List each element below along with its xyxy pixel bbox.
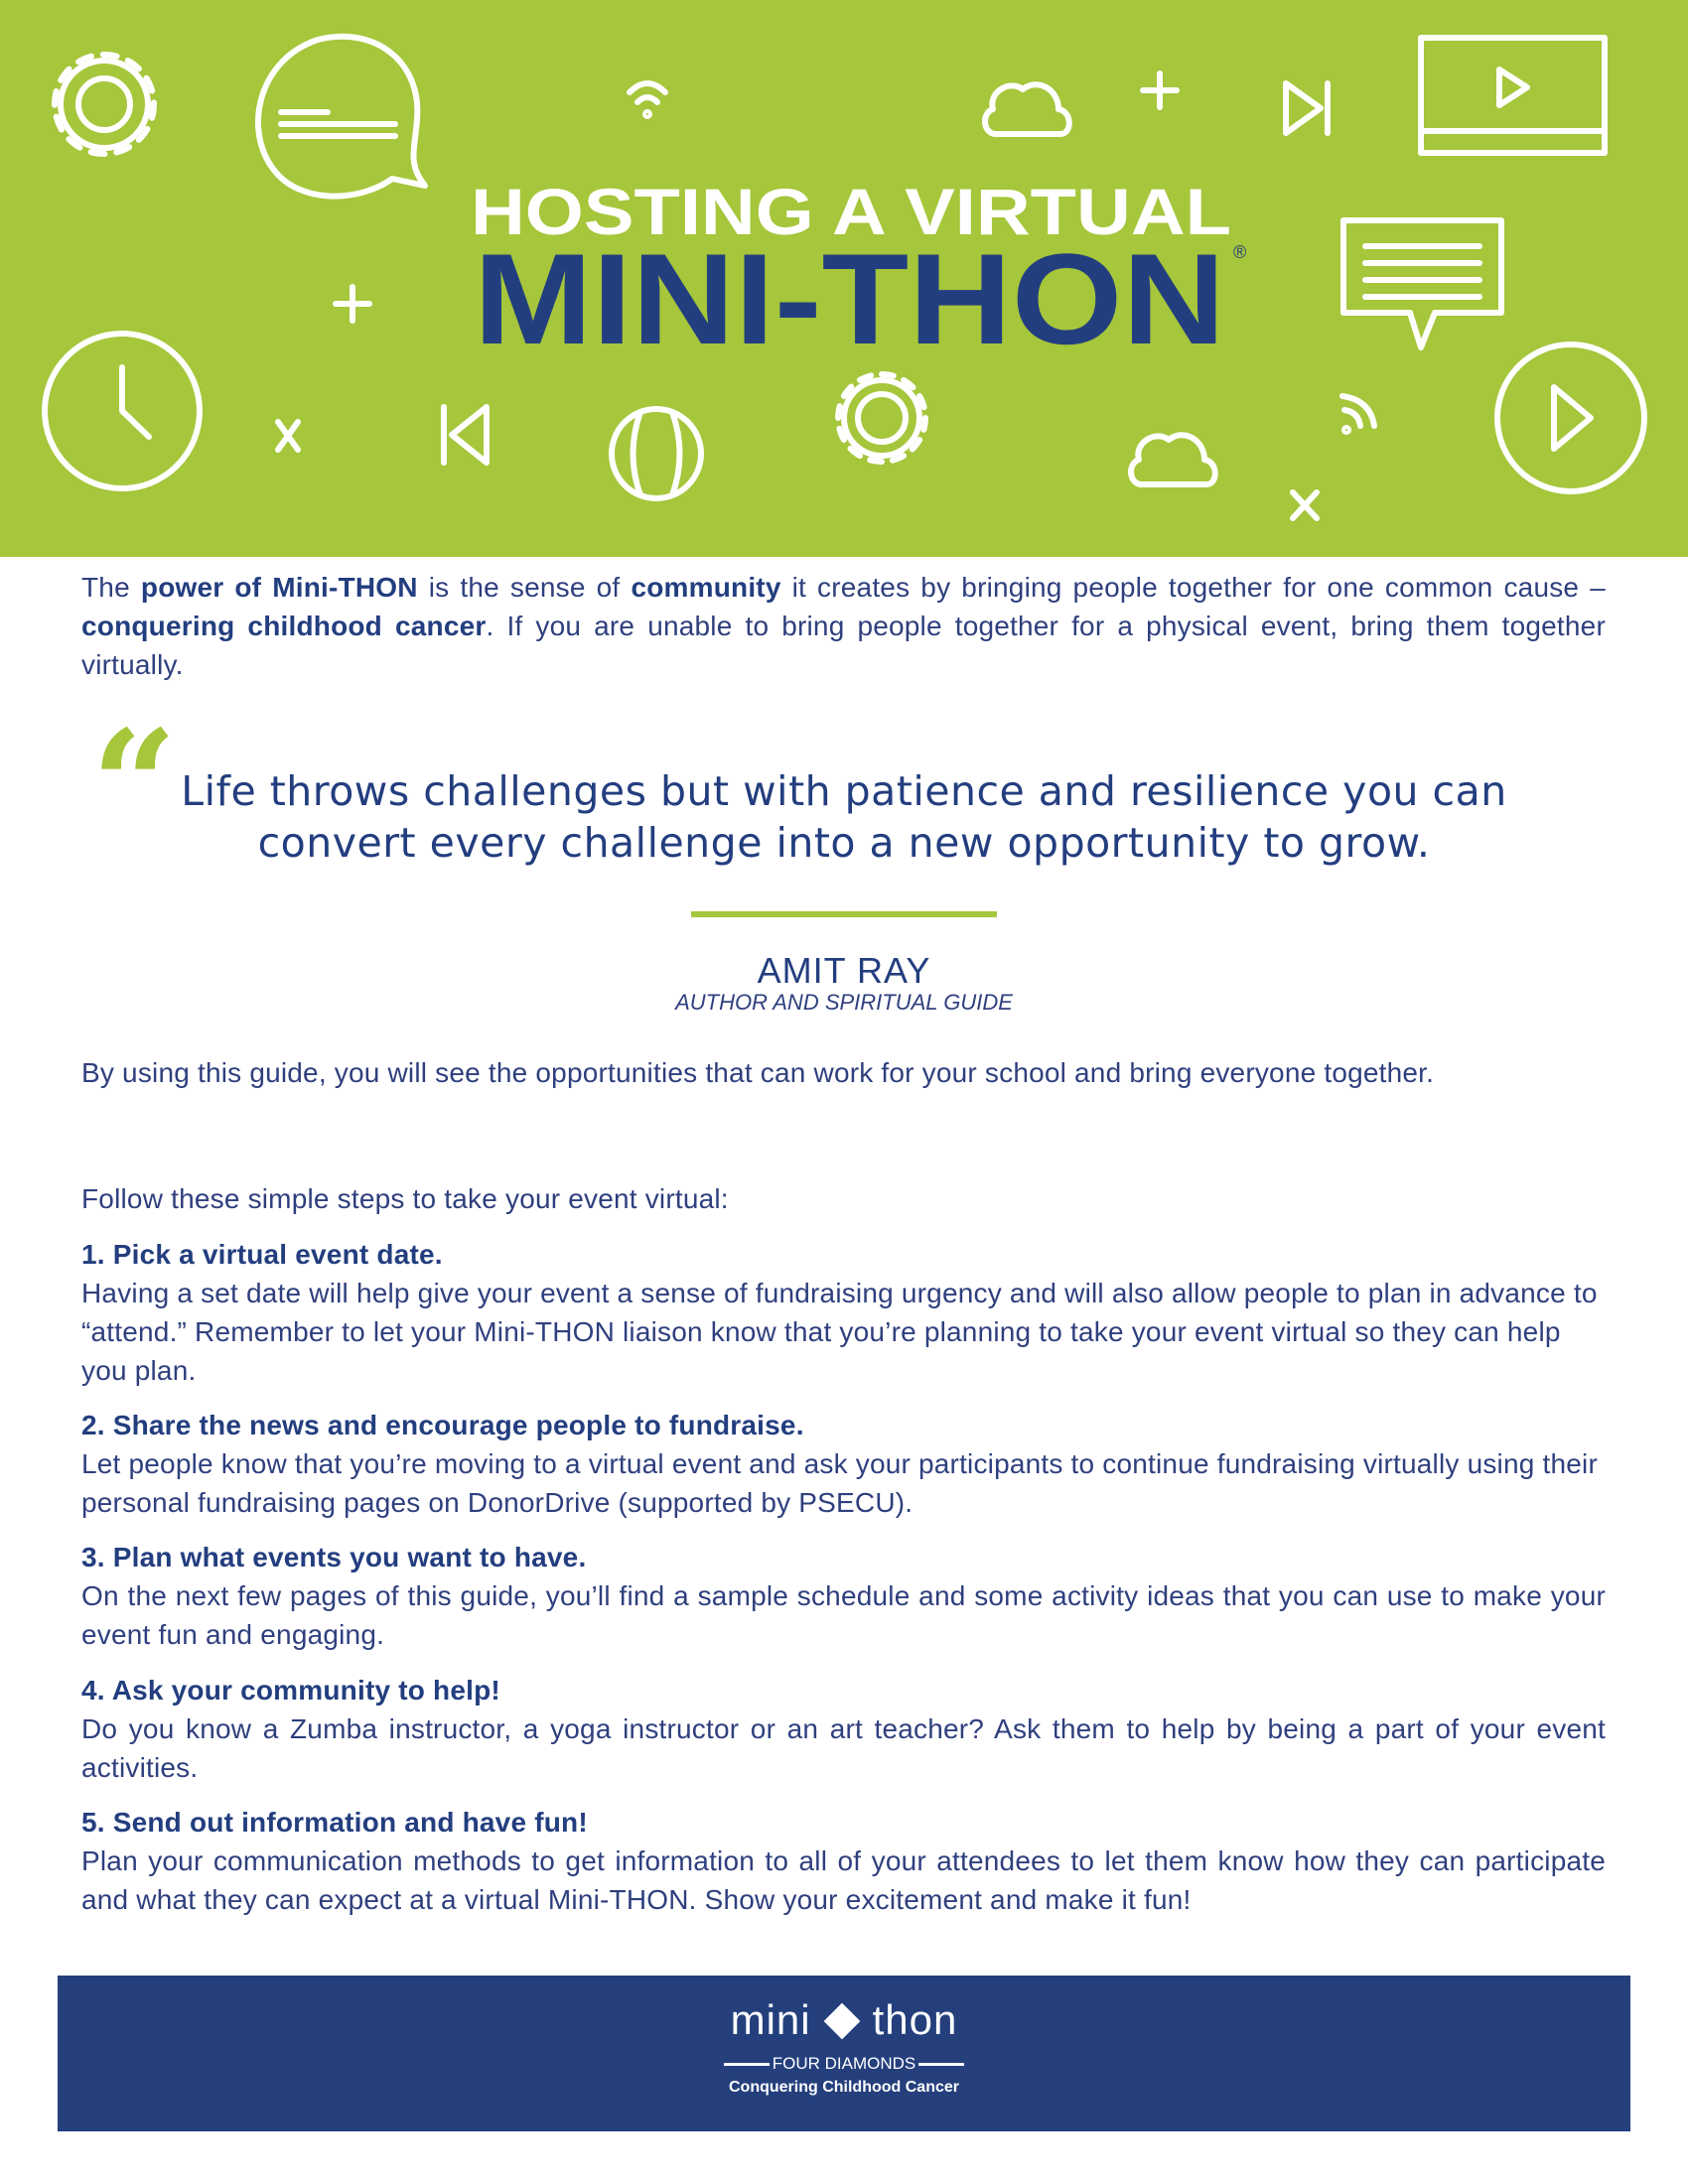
title-line-1: HOSTING A VIRTUAL	[471, 175, 1231, 248]
diamond-icon	[823, 2003, 860, 2040]
gear-icon	[838, 374, 925, 462]
step-body: Do you know a Zumba instructor, a yoga instructor or an art teacher? Ask them to help by being a part of your event activities.	[81, 1713, 1606, 1783]
close-x-icon	[1293, 492, 1317, 518]
close-x-icon	[278, 422, 298, 450]
divider	[691, 911, 997, 917]
cloud-icon	[1131, 435, 1215, 484]
footer-banner	[58, 1976, 1630, 2131]
four-diamonds-tagline	[58, 2054, 1630, 2074]
logo-text-thon: thon	[872, 1996, 958, 2043]
intro-paragraph	[81, 568, 1606, 684]
guide-paragraph: By using this guide, you will see the opportunities that can work for your school and bring everyone together.	[81, 1057, 1435, 1088]
steps-intro: Follow these simple steps to take your event virtual:	[81, 1183, 729, 1214]
quote-author: AMIT RAY	[757, 950, 931, 991]
step-body: Plan your communication methods to get information to all of your attendees to let them know how they can participate and what they can expect at a virtual Mini-THON. Show your excitement and make it fun!	[81, 1845, 1606, 1915]
footer-subtitle: Conquering Childhood Cancer	[729, 2079, 959, 2096]
play-circle-icon	[1497, 344, 1644, 491]
step-1	[81, 1235, 1606, 1390]
step-4	[81, 1671, 1606, 1787]
quote-line-1: Life throws challenges but with patience and resilience you can	[181, 767, 1507, 815]
step-5	[81, 1803, 1606, 1919]
text-segment: it creates by bringing people together for one common cause –	[780, 572, 1607, 603]
clock-icon	[45, 334, 200, 488]
plus-icon	[336, 287, 369, 321]
text-segment: is the sense of	[417, 572, 632, 603]
logo-text-mini: mini	[730, 1996, 811, 2043]
step-body: Let people know that you’re moving to a virtual event and ask your participants to continue fundraising virtually using their personal fundraising pages on DonorDrive (supported by PSECU).	[81, 1448, 1598, 1518]
cloud-icon	[985, 84, 1069, 134]
header-icons	[0, 0, 1688, 557]
step-title: 2. Share the news and encourage people to fundraise.	[81, 1410, 804, 1440]
wifi-icon	[630, 83, 665, 116]
step-title: 1. Pick a virtual event date.	[81, 1239, 443, 1270]
chat-box-icon	[1343, 220, 1501, 347]
plus-icon	[1143, 73, 1177, 107]
step-body: Having a set date will help give your event a sense of fundraising urgency and will also allow people to plan in advance to “attend.” Remember to let your Mini-THON liaison know that you’re planning to take your event virtual so they can help you plan.	[81, 1278, 1598, 1386]
wifi-icon	[1342, 396, 1374, 432]
skip-back-icon	[444, 407, 487, 463]
quote-line-2: convert every challenge into a new opportunity to grow.	[257, 819, 1431, 867]
step-title: 4. Ask your community to help!	[81, 1675, 500, 1706]
emphasis-text: community	[631, 572, 781, 603]
basketball-icon	[612, 409, 701, 498]
emphasis-text: power of Mini-THON	[140, 572, 418, 603]
title-line-2: MINI-THON	[474, 226, 1225, 371]
step-3	[81, 1538, 1606, 1654]
mini-thon-logo	[58, 1995, 1630, 2045]
gear-icon	[55, 55, 154, 154]
quote-mark-icon: “	[91, 698, 178, 873]
step-title: 3. Plan what events you want to have.	[81, 1542, 587, 1572]
registered-mark: ®	[1233, 242, 1247, 262]
emphasis-text: conquering childhood cancer	[81, 611, 487, 641]
quote	[99, 765, 1589, 869]
tagline-text: FOUR DIAMONDS	[772, 2054, 916, 2073]
step-body: On the next few pages of this guide, you’ll find a sample schedule and some activity ideas that you can use to make your event fun and engaging.	[81, 1580, 1606, 1650]
text-segment: The	[81, 572, 141, 603]
skip-forward-icon	[1286, 83, 1328, 133]
video-player-icon	[1421, 38, 1605, 153]
header-banner	[0, 0, 1688, 557]
step-title: 5. Send out information and have fun!	[81, 1807, 588, 1838]
speech-bubble-icon	[258, 37, 425, 197]
text-segment: . If you are unable to bring people together for a physical event, bring them together virtually.	[81, 611, 1606, 680]
quote-author-role: AUTHOR AND SPIRITUAL GUIDE	[675, 990, 1013, 1015]
step-2	[81, 1406, 1606, 1522]
